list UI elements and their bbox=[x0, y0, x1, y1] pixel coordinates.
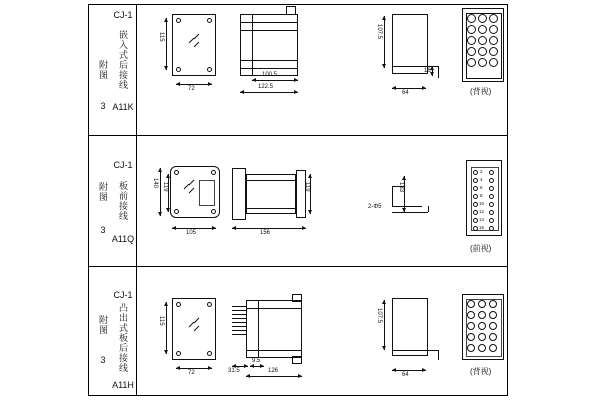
dim-line-122-5-row1 bbox=[240, 92, 298, 93]
bracket-base-row2 bbox=[392, 206, 422, 207]
dim-64-row3: 64 bbox=[402, 372, 409, 378]
dim-line-133-row2 bbox=[404, 176, 405, 212]
side-view-body-row1 bbox=[240, 14, 298, 76]
terminal-number: 16 bbox=[479, 225, 485, 230]
dim-line-156-row2 bbox=[232, 228, 306, 229]
row-divider-1 bbox=[88, 135, 508, 136]
hatch-marks-row2 bbox=[183, 182, 197, 194]
dim-115-row1: 115 bbox=[158, 32, 164, 42]
terminal-number: 10 bbox=[479, 201, 485, 206]
terminal-number: 6 bbox=[480, 185, 483, 190]
cutout-edge-row1 bbox=[438, 66, 439, 78]
side-view-tab-row1 bbox=[286, 6, 296, 15]
cutout-view-row3 bbox=[392, 298, 428, 356]
dim-line-105-row2 bbox=[172, 228, 216, 229]
dim-156-row2: 156 bbox=[260, 230, 271, 236]
mount-hole-br-row3 bbox=[207, 351, 212, 356]
view-caption-row2: (前视) bbox=[470, 244, 492, 253]
dim-105-row2: 105 bbox=[186, 230, 197, 236]
terminal-number: 2 bbox=[480, 169, 483, 174]
view-caption-row3: (背视) bbox=[470, 367, 492, 376]
dim-107-5-row3: 107.5 bbox=[376, 308, 382, 324]
side-view-hline1-row2 bbox=[246, 180, 296, 181]
dim-line-140-row2 bbox=[160, 168, 161, 216]
bracket-right-row2 bbox=[428, 206, 429, 212]
cutout-edge-row3 bbox=[438, 350, 439, 360]
dim-126-row3: 126 bbox=[268, 368, 279, 374]
cutout-base-row3 bbox=[392, 350, 438, 351]
side-view-tab2-row3 bbox=[292, 356, 302, 364]
mount-type-row3: 凸出式板后接线 bbox=[118, 303, 128, 373]
mount-hole-bl-row1 bbox=[176, 67, 181, 72]
dim-31-5-row3: 31.5 bbox=[228, 368, 240, 374]
side-view-cover-row2 bbox=[296, 170, 306, 218]
dim-line-9-5-row3 bbox=[250, 366, 264, 367]
dim-100-5-row1: 100.5 bbox=[262, 72, 278, 78]
dim-line-72-row1 bbox=[176, 84, 212, 85]
model-row1: CJ-1 bbox=[113, 10, 133, 20]
side-view-flange-row2 bbox=[232, 168, 246, 220]
dim-9-5-row3: 9.5 bbox=[252, 358, 261, 364]
mount-hole-tr-row2 bbox=[211, 170, 216, 175]
dim-115-row3: 115 bbox=[158, 316, 164, 326]
mount-hole-br-row2 bbox=[211, 209, 216, 214]
dim-2phi5-row2: 2-Φ5 bbox=[368, 204, 382, 210]
side-view-inner-line-row1 bbox=[252, 14, 253, 76]
dim-64-row1: 64 bbox=[402, 90, 409, 96]
hatch-marks-row3 bbox=[188, 320, 202, 332]
dim-line-119-row2 bbox=[168, 174, 169, 212]
dim-line-126-row3 bbox=[246, 376, 302, 377]
figure-number-row2: 3 bbox=[100, 225, 106, 235]
cutout-view-row1 bbox=[392, 14, 428, 74]
dim-line-107-5-row3 bbox=[384, 300, 385, 350]
dim-line-100-5-row1 bbox=[252, 80, 298, 81]
mount-hole-br-row1 bbox=[207, 67, 212, 72]
bracket-bottom-row2 bbox=[392, 212, 428, 213]
mount-type-row1: 嵌入式后接线 bbox=[118, 30, 128, 90]
dim-72-row3: 72 bbox=[188, 370, 195, 376]
dim-line-115-row3 bbox=[166, 302, 167, 354]
code-row1: A11K bbox=[112, 102, 134, 112]
terminal-number: 4 bbox=[480, 177, 483, 182]
code-row2: A11Q bbox=[111, 234, 135, 244]
dim-140-row2: 140 bbox=[152, 178, 158, 189]
dim-line-31-5-row3 bbox=[232, 366, 248, 367]
side-view-tab-row3 bbox=[292, 294, 302, 302]
column-divider-label bbox=[136, 4, 137, 396]
dim-line-72-row3 bbox=[176, 368, 212, 369]
model-row3: CJ-1 bbox=[113, 290, 133, 300]
dim-line-16-row1 bbox=[432, 66, 433, 76]
row-divider-2 bbox=[88, 266, 508, 267]
side-view-hline1-row3 bbox=[246, 308, 302, 309]
dim-122-5-row1: 122.5 bbox=[258, 84, 274, 90]
terminal-number: 8 bbox=[480, 193, 483, 198]
side-view-hline2-row3 bbox=[246, 350, 302, 351]
side-view-hline2-row2 bbox=[246, 208, 296, 209]
mount-hole-bl-row2 bbox=[174, 209, 179, 214]
mount-hole-tl-row3 bbox=[176, 302, 181, 307]
figure-number-row3: 3 bbox=[100, 355, 106, 365]
dim-line-64-row3 bbox=[392, 370, 426, 371]
view-caption-row1: (背视) bbox=[470, 87, 492, 96]
dim-133-row2: 133 bbox=[398, 182, 404, 193]
dim-line-119b-row2 bbox=[310, 174, 311, 214]
dim-72-row1: 72 bbox=[188, 86, 195, 92]
side-view-hline4-row1 bbox=[240, 68, 298, 69]
figure-number-row1: 3 bbox=[100, 101, 106, 111]
code-row3: A11H bbox=[112, 380, 134, 390]
terminal-number: 12 bbox=[479, 209, 485, 214]
figure-label-row3: 附图 bbox=[98, 315, 108, 335]
mount-hole-bl-row3 bbox=[176, 351, 181, 356]
mount-type-row2: 板前接线 bbox=[118, 181, 128, 221]
dim-line-107-5-row1 bbox=[384, 16, 385, 68]
dim-16-row1: 16 bbox=[424, 68, 431, 74]
hatch-marks-row1 bbox=[188, 36, 202, 48]
dim-line-64-row1 bbox=[392, 88, 426, 89]
model-row2: CJ-1 bbox=[113, 160, 133, 170]
side-view-hline1-row1 bbox=[240, 22, 298, 23]
dim-line-115-row1 bbox=[166, 18, 167, 70]
figure-label-text-row1: 附图 bbox=[98, 60, 108, 80]
figure-label-row2: 附图 bbox=[98, 182, 108, 202]
mount-hole-tr-row1 bbox=[207, 18, 212, 23]
terminal-number: 14 bbox=[479, 217, 485, 222]
dim-119-row2: 119 bbox=[162, 182, 168, 192]
bracket-up-row2 bbox=[392, 186, 393, 206]
mount-hole-tl-row1 bbox=[176, 18, 181, 23]
side-view-hline2-row1 bbox=[240, 30, 298, 31]
side-view-hline3-row1 bbox=[240, 60, 298, 61]
terminal-strip-row2 bbox=[199, 180, 215, 206]
mount-hole-tl-row2 bbox=[174, 170, 179, 175]
dim-107-5-row1: 107.5 bbox=[376, 24, 382, 40]
mount-hole-tr-row3 bbox=[207, 302, 212, 307]
dim-119b-row2: 119 bbox=[304, 182, 310, 192]
